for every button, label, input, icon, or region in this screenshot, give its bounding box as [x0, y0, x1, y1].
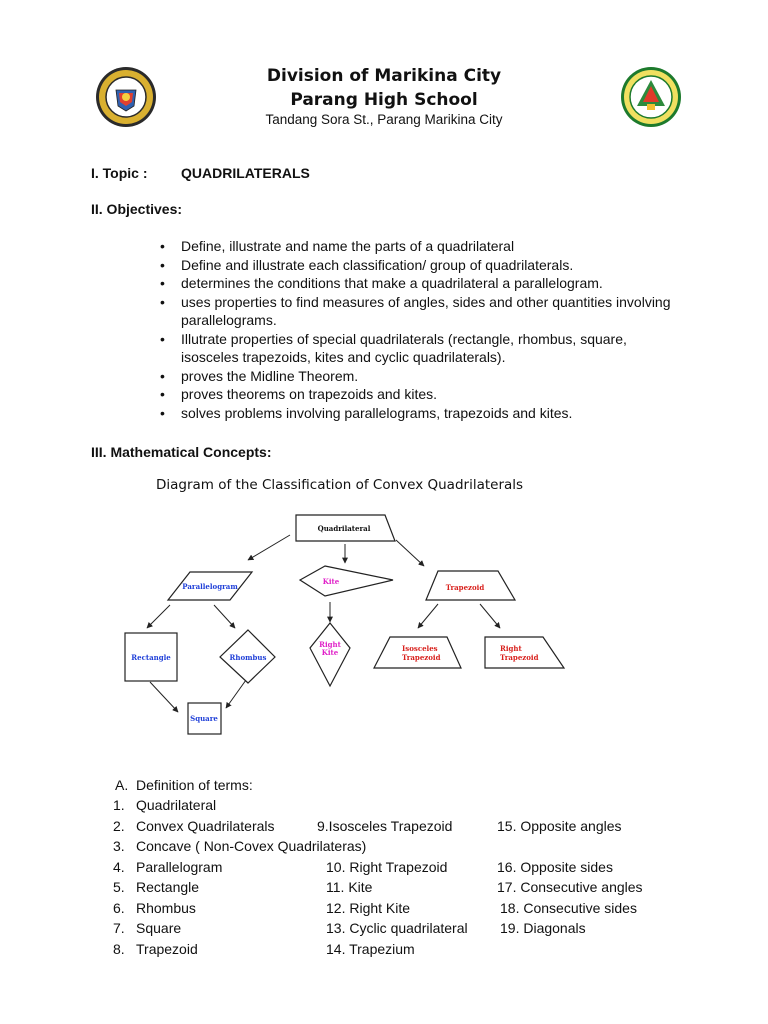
- objectives-heading: II. Objectives:: [91, 201, 183, 217]
- objective-item: • Define, illustrate and name the parts of a quadrilateral: [160, 237, 680, 256]
- term-text: 19. Diagonals: [500, 920, 586, 936]
- terms-heading: Definition of terms:: [136, 777, 253, 793]
- term-num: 6.: [113, 900, 125, 916]
- objective-item: • determines the conditions that make a quadrilateral a parallelogram.: [160, 274, 680, 293]
- label-parallelogram: Parallelogram: [182, 582, 238, 591]
- term-num: 4.: [113, 859, 125, 875]
- kite-shape: [300, 566, 393, 596]
- school-title: Parang High School: [290, 90, 478, 110]
- term-text: 12. Right Kite: [326, 900, 411, 916]
- term-text: 14. Trapezium: [326, 941, 415, 957]
- term-text: 13. Cyclic quadrilateral: [326, 920, 468, 936]
- term-num: 5.: [113, 879, 125, 895]
- term-text: Concave ( Non-Covex Quadrilateras): [136, 838, 367, 854]
- label-square: Square: [190, 714, 218, 723]
- term-text: Rhombus: [136, 900, 196, 916]
- arrow-quad-trapezoid: [396, 540, 424, 566]
- term-text: Trapezoid: [136, 941, 198, 957]
- label-kite: Kite: [322, 577, 340, 586]
- arrow-par-rhombus: [214, 605, 235, 628]
- objective-item: • Define and illustrate each classification/ group of quadrilaterals.: [160, 256, 680, 275]
- term-text: 18. Consecutive sides: [500, 900, 637, 916]
- term-text: 10. Right Trapezoid: [326, 859, 448, 875]
- label-right-trap-1: Right: [500, 644, 522, 653]
- label-rhombus: Rhombus: [229, 653, 267, 662]
- label-quadrilateral: Quadrilateral: [317, 524, 371, 533]
- objective-item: • uses properties to find measures of angles, sides and other quantities involving parallelograms.: [160, 293, 680, 330]
- term-num: 7.: [113, 920, 125, 936]
- concepts-heading: III. Mathematical Concepts:: [91, 444, 272, 460]
- school-address: Tandang Sora St., Parang Marikina City: [265, 112, 503, 127]
- term-text: Rectangle: [136, 879, 200, 895]
- arrow-trap-isosceles: [418, 604, 438, 628]
- term-text: 17. Consecutive angles: [497, 879, 643, 895]
- label-right-kite-2: Kite: [321, 648, 339, 657]
- term-num: 8.: [113, 941, 125, 957]
- objective-item: • proves theorems on trapezoids and kites.: [160, 385, 680, 404]
- term-text: 15. Opposite angles: [497, 818, 622, 834]
- label-isosceles-1: Isosceles: [402, 644, 438, 653]
- objective-item: • solves problems involving parallelograms, trapezoids and kites.: [160, 404, 680, 423]
- term-text: Square: [136, 920, 182, 936]
- objective-item: • proves the Midline Theorem.: [160, 367, 680, 386]
- terms-heading-letter: A.: [115, 777, 129, 793]
- label-rectangle: Rectangle: [131, 653, 171, 662]
- term-num: 1.: [113, 797, 125, 813]
- term-num: 3.: [113, 838, 125, 854]
- topic-value: QUADRILATERALS: [181, 165, 310, 181]
- arrow-trap-righttrap: [480, 604, 500, 628]
- label-right-trap-2: Trapezoid: [500, 653, 539, 662]
- objective-item: • Illutrate properties of special quadrilaterals (rectangle, rhombus, square, isosceles trapezoids, kites and cyclic quadrilaterals).: [160, 330, 680, 367]
- arrow-quad-parallelogram: [248, 535, 290, 560]
- term-text: Parallelogram: [136, 859, 223, 875]
- term-text: 11. Kite: [326, 879, 373, 895]
- label-right-kite-1: Right: [319, 640, 341, 649]
- arrow-rhombus-square: [226, 680, 246, 708]
- topic-label: I. Topic :: [91, 165, 148, 181]
- label-trapezoid: Trapezoid: [445, 583, 485, 592]
- diagram-title: Diagram of the Classification of Convex Quadrilaterals: [156, 477, 524, 493]
- term-text: Convex Quadrilaterals: [136, 818, 275, 834]
- division-title: Division of Marikina City: [266, 66, 502, 86]
- term-text: 9.Isosceles Trapezoid: [317, 818, 453, 834]
- term-text: 16. Opposite sides: [497, 859, 613, 875]
- label-isosceles-2: Trapezoid: [402, 653, 441, 662]
- arrow-rect-square: [150, 682, 178, 712]
- term-text: Quadrilateral: [136, 797, 217, 813]
- arrow-par-rectangle: [147, 605, 170, 628]
- term-num: 2.: [113, 818, 125, 834]
